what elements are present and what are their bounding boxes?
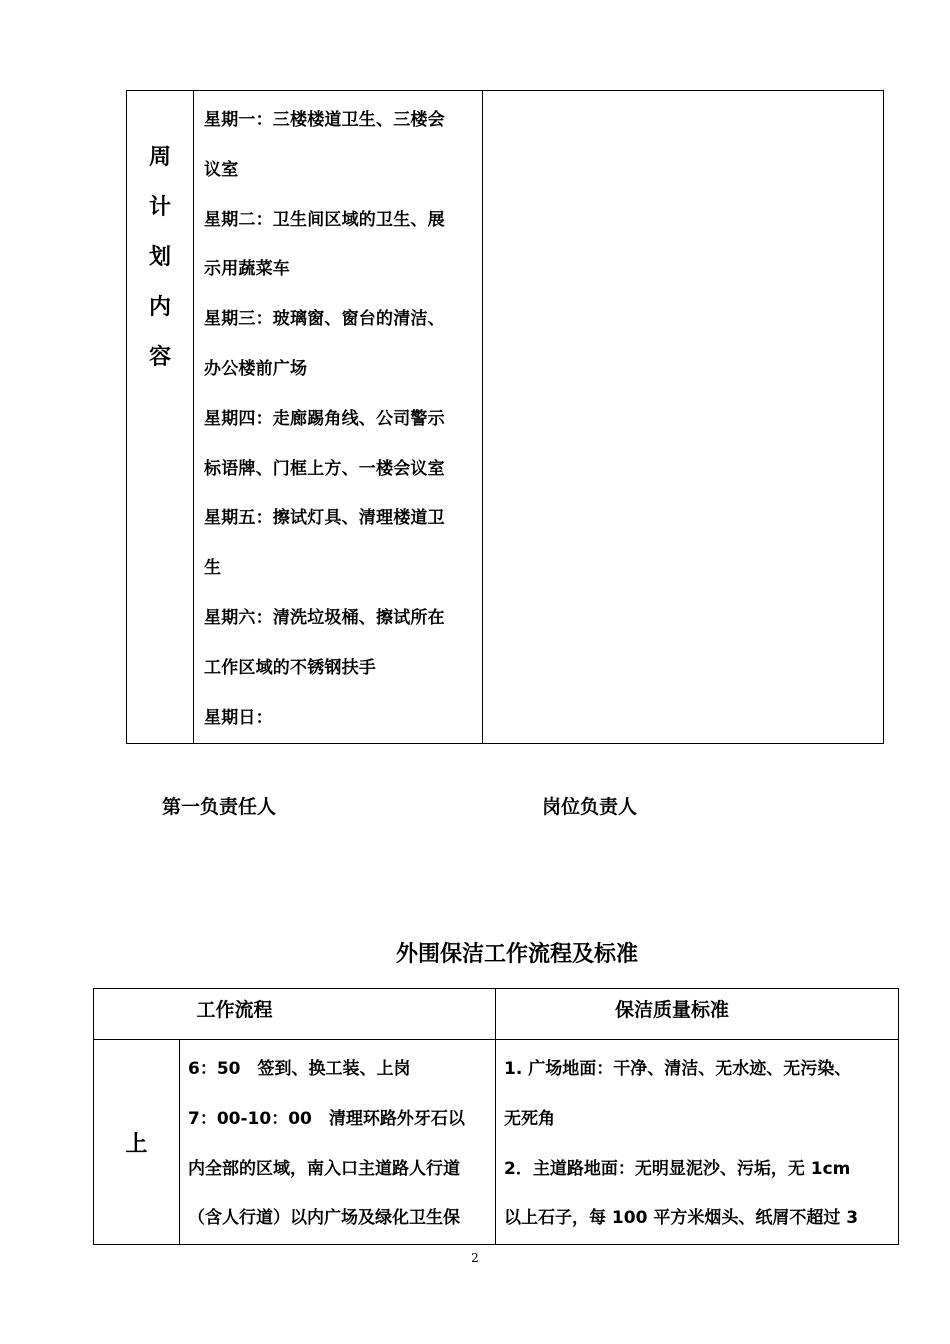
standard-cell <box>496 1040 899 1245</box>
weekly-plan-label-cell <box>127 91 194 744</box>
weekly-plan-vertical-label <box>127 91 193 383</box>
process-row <box>94 1040 899 1245</box>
plan-line: 星期一：三楼楼道卫生、三楼会 <box>204 110 445 130</box>
standard-line: 以上石子，每 100 平方米烟头、纸屑不超过 3 <box>504 1208 859 1229</box>
plan-line: 办公楼前广场 <box>204 358 308 379</box>
plan-line: 标语牌、门框上方、一楼会议室 <box>204 458 445 479</box>
plan-line: 星期四：走廊踢角线、公司警示 <box>204 408 445 429</box>
section-title: 外围保洁工作流程及标准 <box>395 942 638 967</box>
plan-line: 星期五：擦试灯具、清理楼道卫 <box>204 508 445 529</box>
weekly-plan-empty-cell <box>483 91 884 744</box>
weekly-plan-content-cell <box>194 91 483 744</box>
label-char: 内 <box>148 295 171 320</box>
standard-line: 1. 广场地面：干净、清洁、无水迹、无污染、 <box>504 1059 852 1079</box>
first-responsible-label: 第一负责任人 <box>162 796 277 818</box>
weekly-plan-lines <box>194 91 482 743</box>
plan-line: 星期三：玻璃窗、窗台的清洁、 <box>204 309 445 330</box>
label-char: 容 <box>148 345 171 370</box>
standard-header: 保洁质量标准 <box>615 999 730 1021</box>
shift-cell <box>94 1040 180 1245</box>
workflow-line: （含人行道）以内广场及绿化卫生保 <box>188 1208 460 1229</box>
shift-label: 上 <box>125 1131 148 1157</box>
standard-line: 2．主道路地面：无明显泥沙、污垢，无 1cm <box>504 1158 851 1179</box>
workflow-header-cell <box>94 989 496 1040</box>
standard-lines <box>496 1040 898 1244</box>
plan-line: 议室 <box>204 159 239 180</box>
workflow-lines <box>180 1040 495 1244</box>
label-char: 周 <box>148 145 171 170</box>
workflow-cell <box>180 1040 496 1245</box>
plan-line: 星期日： <box>204 707 273 728</box>
standard-header-cell <box>496 989 899 1040</box>
plan-line: 工作区域的不锈钢扶手 <box>204 657 376 678</box>
weekly-plan-row <box>127 91 884 744</box>
workflow-line: 内全部的区域，南入口主道路人行道 <box>188 1158 460 1179</box>
workflow-line: 7：00-10：00 清理环路外牙石以 <box>188 1108 465 1129</box>
plan-line: 生 <box>204 558 222 579</box>
workflow-line: 6：50 签到、换工装、上岗 <box>188 1059 411 1079</box>
label-char: 划 <box>148 245 171 270</box>
plan-line: 星期六：清洗垃圾桶、擦试所在 <box>204 607 445 628</box>
plan-line: 星期二：卫生间区域的卫生、展 <box>204 209 445 230</box>
plan-line: 示用蔬菜车 <box>204 259 290 280</box>
process-header-row <box>94 989 899 1040</box>
process-table <box>93 988 899 1245</box>
page-number: 2 <box>471 1251 479 1265</box>
standard-line: 无死角 <box>504 1108 556 1129</box>
workflow-header: 工作流程 <box>196 999 273 1021</box>
post-responsible-label: 岗位负责人 <box>542 796 638 818</box>
weekly-plan-table <box>126 90 884 744</box>
label-char: 计 <box>148 195 171 220</box>
